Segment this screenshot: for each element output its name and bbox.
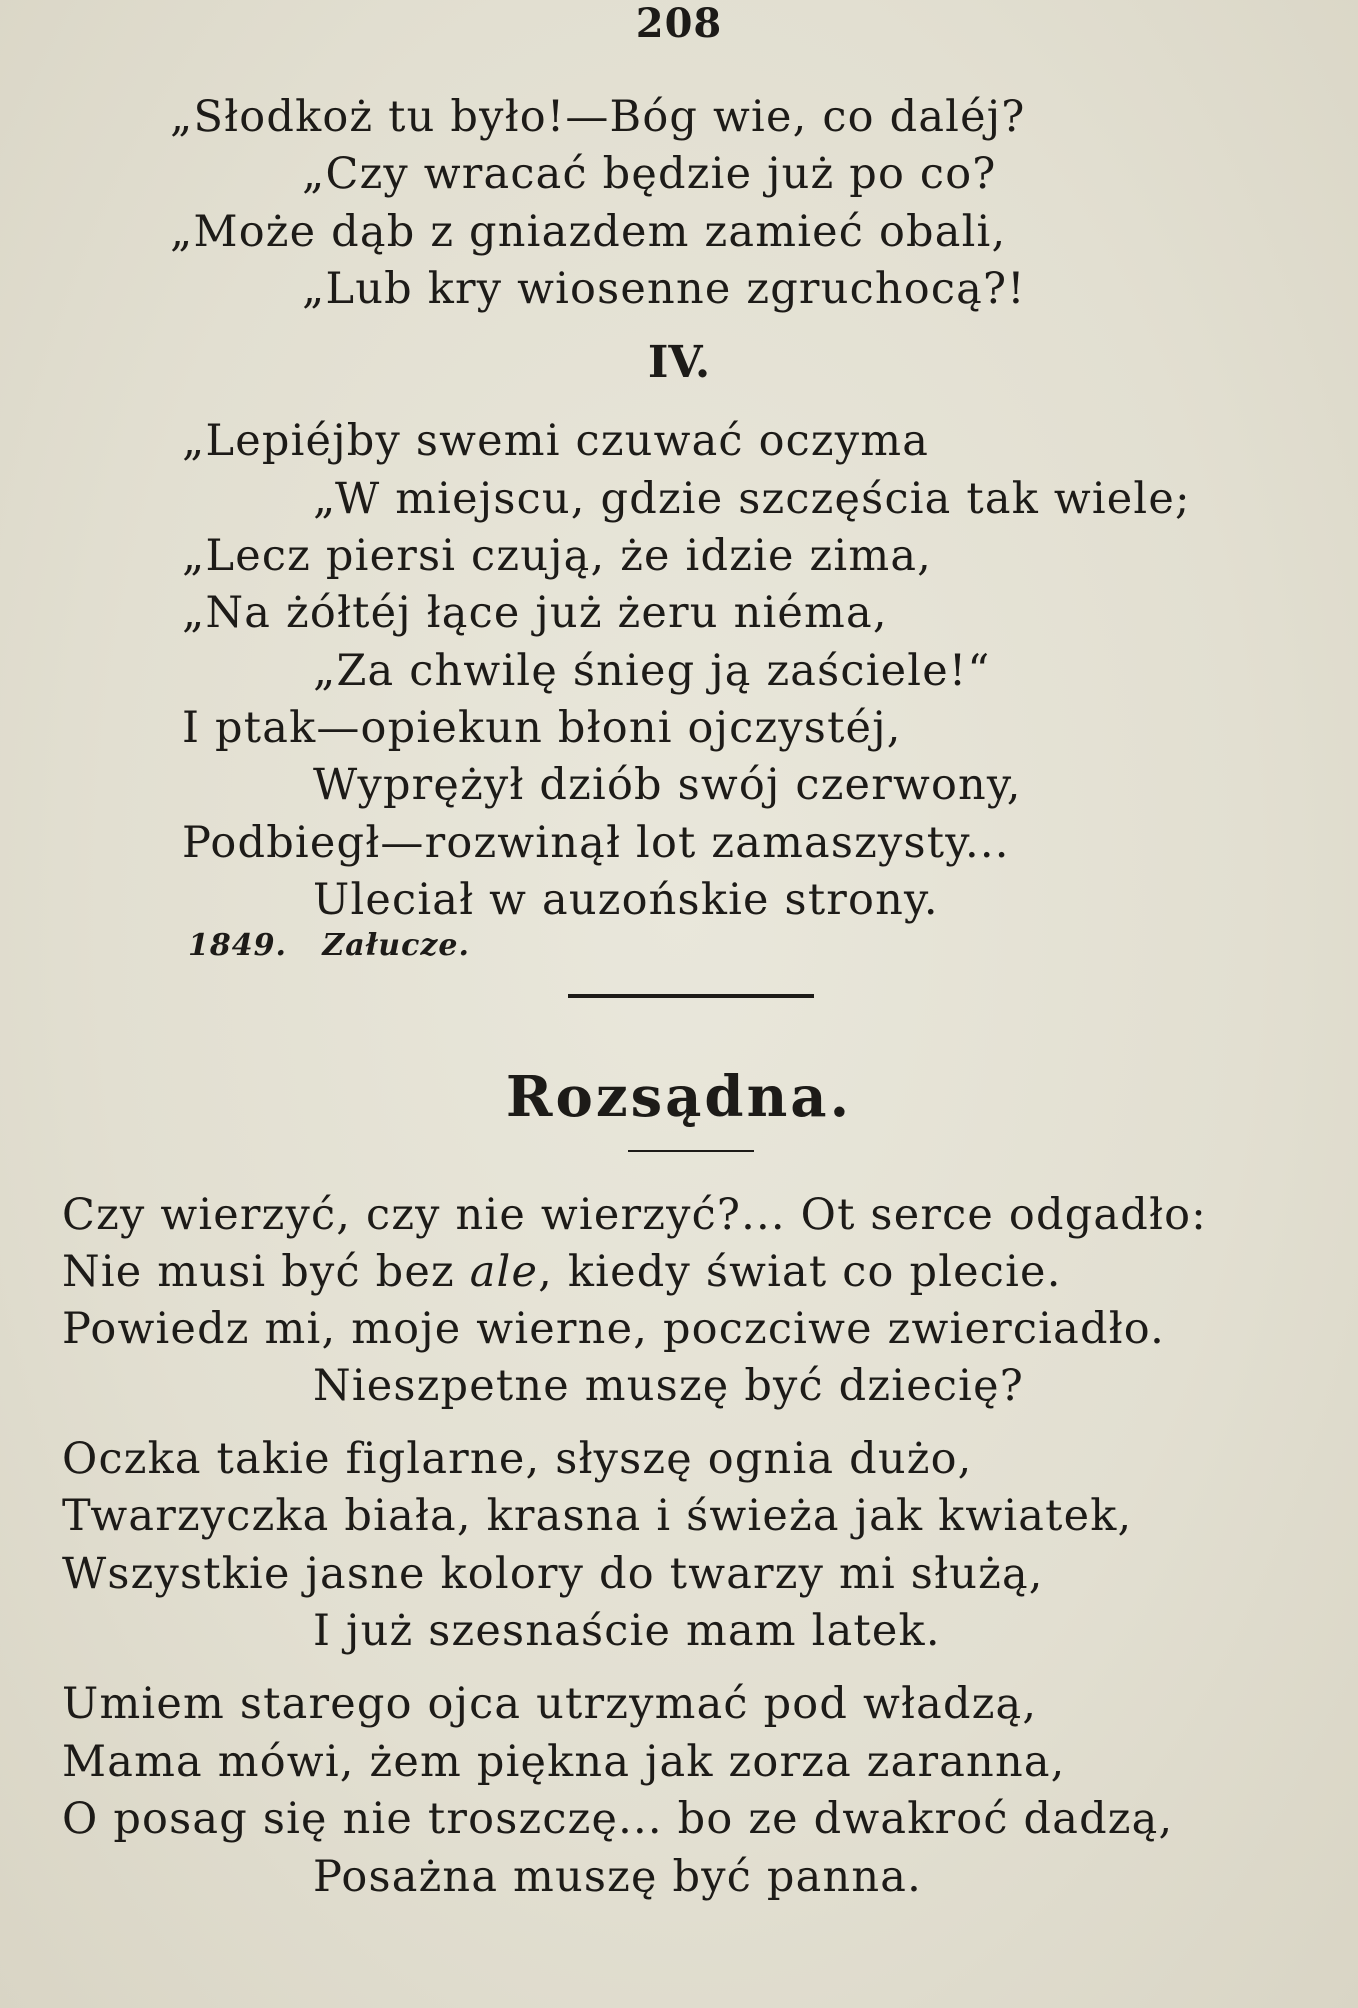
date-place xyxy=(188,928,494,963)
verse-line: Uleciał w auzońskie strony. xyxy=(313,875,939,925)
emphasized-word: ale xyxy=(469,1247,539,1297)
verse-line: Powiedz mi, moje wierne, poczciwe zwierciadło. xyxy=(62,1304,1166,1354)
verse-line: Nieszpetne muszę być dziecię? xyxy=(313,1361,1025,1411)
verse-line: Umiem starego ojca utrzymać pod władzą, xyxy=(62,1679,1038,1729)
verse-line: „Lub kry wiosenne zgruchocą?! xyxy=(302,264,1026,314)
verse-line: „W miejscu, gdzie szczęścia tak wiele; xyxy=(313,474,1191,524)
verse-line: „Może dąb z gniazdem zamieć obali, xyxy=(170,207,1007,257)
verse-line: I już szesnaście mam latek. xyxy=(313,1606,941,1656)
poem-title: Rozsądna. xyxy=(505,1064,853,1130)
verse-line: Podbiegł—rozwinął lot zamaszysty... xyxy=(182,818,1010,868)
section-numeral: IV. xyxy=(647,337,711,388)
verse-line: Posażna muszę być panna. xyxy=(313,1852,922,1902)
verse-line: Mama mówi, żem piękna jak zorza zaranna, xyxy=(62,1737,1066,1787)
verse-line: Czy wierzyć, czy nie wierzyć?... Ot serce odgadło: xyxy=(62,1190,1207,1240)
verse-line: „Lecz piersi czują, że idzie zima, xyxy=(182,531,933,581)
section-divider xyxy=(568,994,814,998)
verse-text: Nie musi być bez xyxy=(62,1247,470,1297)
verse-line: Wszystkie jasne kolory do twarzy mi służą, xyxy=(62,1549,1044,1599)
verse-line: „Lepiéjby swemi czuwać oczyma xyxy=(182,416,930,466)
verse-line: „Czy wracać będzie już po co? xyxy=(302,149,997,199)
date-year: 1849. xyxy=(188,928,287,963)
verse-line: Oczka takie figlarne, słyszę ognia dużo, xyxy=(62,1434,973,1484)
place-name: Załucze. xyxy=(322,928,470,963)
verse-line: „Słodkoż tu było!—Bóg wie, co daléj? xyxy=(170,92,1026,142)
title-underline xyxy=(628,1150,754,1152)
verse-line: „Na żółtéj łące już żeru niéma, xyxy=(182,588,888,638)
verse-line: O posag się nie troszczę... bo ze dwakroć dadzą, xyxy=(62,1794,1174,1844)
page-number: 208 xyxy=(635,0,723,47)
verse-text: , kiedy świat co plecie. xyxy=(538,1247,1062,1297)
verse-line-with-emphasis xyxy=(62,1243,1062,1301)
verse-line: „Za chwilę śnieg ją zaściele!“ xyxy=(313,646,991,696)
verse-line: I ptak—opiekun błoni ojczystéj, xyxy=(182,703,902,753)
verse-line: Twarzyczka biała, krasna i świeża jak kwiatek, xyxy=(62,1491,1133,1541)
verse-line: Wyprężył dziób swój czerwony, xyxy=(313,760,1022,810)
